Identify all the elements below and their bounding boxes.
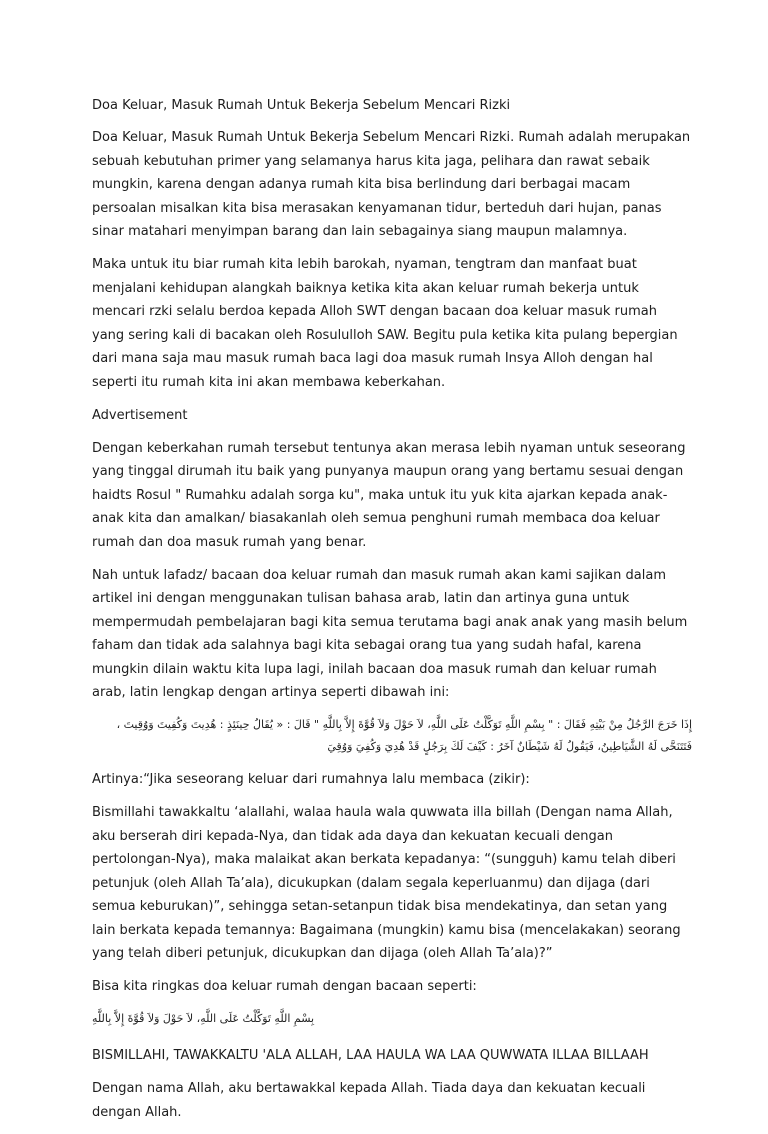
paragraph-intro: Doa Keluar, Masuk Rumah Untuk Bekerja Sebelum Mencari Rizki. Rumah adalah merupakan sebuah kebutuhan primer yang selamanya harus kita jaga, pelihara dan rawat sebaik mungkin, karena dengan adanya rumah kita bisa berlindung dari berbagai macam persoalan misalkan kita bisa merasakan kenyamanan tidur, berteduh dari hujan, panas sinar matahari menyimpan barang dan lain sebagainya siang maupun malamnya. bbox=[92, 130, 691, 239]
document-page bbox=[92, 94, 692, 1134]
artinya-label: Artinya:“Jika seseorang keluar dari rumahnya lalu membaca (zikir): bbox=[92, 772, 530, 787]
latin-doa-caps: BISMILLAHI, TAWAKKALTU 'ALA ALLAH, LAA HAULA WA LAA QUWWATA ILLAA BILLAAH bbox=[92, 1048, 649, 1063]
paragraph-lafadz: Nah untuk lafadz/ bacaan doa keluar rumah dan masuk rumah akan kami sajikan dalam artikel ini dengan menggunakan tulisan bahasa arab, latin dan artinya guna untuk mempermudah pembelajaran bagi kita semua terutama bagi anak anak yang masih belum faham dan tidak ada salahnya bagi kita sebagai orang tua yang sudah hafal, karena mungkin dilain waktu kita lupa lagi, inilah bacaan doa masuk rumah dan keluar rumah arab, latin lengkap dengan artinya seperti dibawah ini: bbox=[92, 567, 688, 700]
paragraph-barokah: Maka untuk itu biar rumah kita lebih barokah, nyaman, tengtram dan manfaat buat menjalani kehidupan alangkah baiknya ketika kita akan keluar rumah bekerja untuk mencari rzki selalu berdoa kepada Alloh SWT dengan bacaan doa keluar masuk rumah yang sering kali di bacakan oleh Rosululloh SAW. Begitu pula ketika kita pulang bepergian dari mana saja mau masuk rumah baca lagi doa masuk rumah Insya Alloh dengan hal seperti itu rumah kita ini akan membawa keberkahan. bbox=[92, 257, 678, 390]
paragraph-translation: Bismillahi tawakkaltu ‘alallahi, walaa haula wala quwwata illa billah (Dengan nama Allah, aku berserah diri kepada-Nya, dan tidak ada daya dan kekuatan kecuali dengan pertolongan-Nya), maka malaikat akan berkata kepadanya: “(sungguh) kamu telah diberi petunjuk (oleh Allah Ta’ala), dicukupkan (dalam segala keperluanmu) dan dijaga (dari semua keburukan)”, sehingga setan-setanpun tidak bisa mendekatinya, dan setan yang lain berkata kepada temannya: Bagaimana (mungkin) kamu bisa (mencelakakan) seorang yang telah diberi petunjuk, dicukupkan dan dijaga (oleh Allah Ta’ala)?” bbox=[92, 805, 681, 961]
document-title: Doa Keluar, Masuk Rumah Untuk Bekerja Sebelum Mencari Rizki bbox=[92, 98, 511, 113]
arabic-short-doa bbox=[92, 1008, 692, 1030]
advertisement-label: Advertisement bbox=[92, 407, 188, 423]
paragraph-keberkahan: Dengan keberkahan rumah tersebut tentunya akan merasa lebih nyaman untuk seseorang yang tinggal dirumah itu baik yang punyanya maupun orang yang bertamu sesuai dengan haidts Rosul " Rumahku adalah sorga ku", maka untuk itu yuk kita ajarkan kepada anak-anak kita dan amalkan/ biasakanlah oleh semua penghuni rumah membaca doa keluar rumah dan doa masuk rumah yang benar. bbox=[92, 440, 686, 550]
arabic-short-doa-text: بِسْمِ اللَّهِ تَوَكَّلْتُ عَلَى اللَّهِ، لاَ حَوْلَ وَلاَ قُوَّةَ إِلاَّ بِاللَّهِ bbox=[92, 1012, 315, 1025]
paragraph-meaning: Dengan nama Allah, aku bertawakkal kepada Allah. Tiada daya dan kekuatan kecuali dengan Allah. bbox=[92, 1081, 646, 1120]
arabic-hadith-text: إِذَا خَرَجَ الرَّجُلُ مِنْ بَيْتِهِ فَقَالَ : " بِسْمِ اللَّهِ تَوَكَّلْتُ عَلَى اللَّهِ، لاَ حَوْلَ وَلاَ قُوَّةَ إِلاَّ بِاللَّهِ " قَالَ : « يُقَالُ حِينَئِذٍ : هُدِيتَ وَكُفِيتَ وَوُقِيتَ ، فَتَتَنَحَّى لَهُ الشَّيَاطِينُ، فَيَقُولُ لَهُ شَيْطَانٌ آخَرُ : كَيْفَ لَكَ بِرَجُلٍ قَدْ هُدِيَ وَكُفِيَ وَوُقِيَ bbox=[116, 718, 692, 753]
paragraph-ringkas: Bisa kita ringkas doa keluar rumah dengan bacaan seperti: bbox=[92, 979, 477, 994]
